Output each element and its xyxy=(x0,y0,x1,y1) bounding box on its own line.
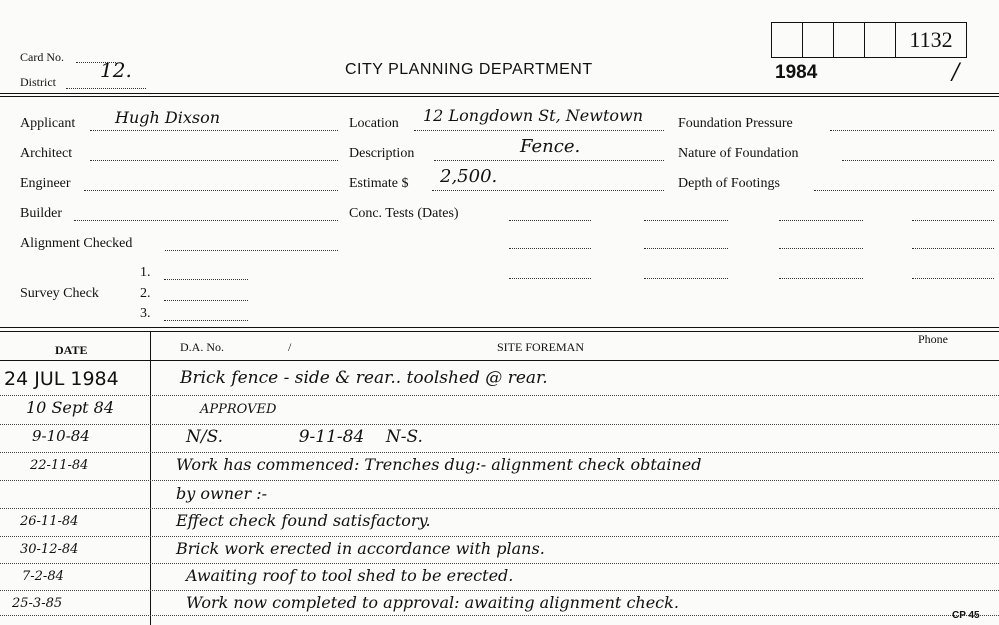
da-no-label: D.A. No. xyxy=(180,340,224,354)
district-field xyxy=(66,88,146,89)
architect-label: Architect xyxy=(20,146,73,161)
entry-date: 10 Sept 84 xyxy=(26,398,114,417)
conc-date-3b xyxy=(644,278,728,279)
entry-date: 25-3-85 xyxy=(12,596,63,611)
conc-date-1d xyxy=(912,220,994,221)
conc-date-3a xyxy=(509,278,591,279)
conc-tests-label: Conc. Tests (Dates) xyxy=(349,206,459,221)
conc-date-1b xyxy=(644,220,728,221)
architect-field xyxy=(90,160,338,161)
location-label: Location xyxy=(349,116,399,131)
entry-date: 22-11-84 xyxy=(30,458,89,473)
depth-footings-label: Depth of Footings xyxy=(678,176,780,191)
conc-date-2a xyxy=(509,248,591,249)
card-no-label: Card No. xyxy=(20,50,64,64)
survey-num-3: 3. xyxy=(140,306,151,321)
nature-foundation-label: Nature of Foundation xyxy=(678,146,799,161)
entry-text: Work now completed to approval: awaiting alignment check. xyxy=(186,593,679,612)
conc-date-3c xyxy=(779,278,863,279)
phone-label: Phone xyxy=(918,332,948,346)
date-header: DATE xyxy=(55,343,88,357)
entry-text: Effect check found satisfactory. xyxy=(176,511,431,530)
divider-top xyxy=(0,93,999,94)
conc-date-2c xyxy=(779,248,863,249)
description-field xyxy=(434,160,664,161)
entry-date: 24 JUL 1984 xyxy=(4,368,119,390)
file-number-boxes xyxy=(771,22,967,58)
conc-date-2b xyxy=(644,248,728,249)
entry-text: Awaiting roof to tool shed to be erected. xyxy=(186,566,514,585)
entry-text: APPROVED xyxy=(200,402,277,417)
entry-date: 9-10-84 xyxy=(32,427,90,445)
estimate-field xyxy=(432,190,664,191)
year: 1984 xyxy=(775,62,818,83)
survey-field-3 xyxy=(164,320,248,321)
survey-label: Survey Check xyxy=(20,286,99,301)
file-number: 1132 xyxy=(895,22,967,58)
date-column-divider xyxy=(150,331,151,625)
applicant-value: Hugh Dixson xyxy=(115,108,221,127)
survey-num-2: 2. xyxy=(140,286,151,301)
location-field xyxy=(414,130,664,131)
department-title: CITY PLANNING DEPARTMENT xyxy=(345,61,593,78)
conc-date-1c xyxy=(779,220,863,221)
entry-date: 7-2-84 xyxy=(22,569,64,584)
conc-date-2d xyxy=(912,248,994,249)
entry-text: by owner :- xyxy=(176,484,267,503)
divider-log xyxy=(0,327,999,328)
alignment-field xyxy=(165,250,338,251)
sub-number: / xyxy=(952,60,960,85)
entry-text: Work has commenced: Trenches dug:- alignment check obtained xyxy=(176,455,702,474)
entry-date: 26-11-84 xyxy=(20,514,79,529)
entry-text: Brick fence - side & rear.. toolshed @ rear. xyxy=(180,368,548,388)
depth-footings-field xyxy=(814,190,994,191)
applicant-field xyxy=(90,130,338,131)
description-label: Description xyxy=(349,146,415,161)
alignment-label: Alignment Checked xyxy=(20,236,133,251)
conc-date-3d xyxy=(912,278,994,279)
da-no-sep: / xyxy=(288,340,292,354)
district-label: District xyxy=(20,75,56,89)
foundation-pressure-label: Foundation Pressure xyxy=(678,116,793,131)
description-value: Fence. xyxy=(520,136,581,157)
builder-field xyxy=(74,220,338,221)
foundation-pressure-field xyxy=(830,130,994,131)
engineer-field xyxy=(84,190,338,191)
survey-num-1: 1. xyxy=(140,265,151,280)
entry-text: N/S. 9-11-84 N-S. xyxy=(186,427,423,447)
survey-field-1 xyxy=(164,279,248,280)
location-value: 12 Longdown St, Newtown xyxy=(423,106,643,125)
estimate-label: Estimate $ xyxy=(349,176,409,191)
applicant-label: Applicant xyxy=(20,116,76,131)
survey-field-2 xyxy=(164,300,248,301)
site-foreman-label: SITE FOREMAN xyxy=(497,340,585,354)
estimate-value: 2,500. xyxy=(440,166,498,187)
entry-text: Brick work erected in accordance with plans. xyxy=(176,539,545,558)
divider-top-2 xyxy=(0,96,999,97)
nature-foundation-field xyxy=(842,160,994,161)
builder-label: Builder xyxy=(20,206,62,221)
form-code: CP 45 xyxy=(952,610,980,621)
conc-date-1a xyxy=(509,220,591,221)
entry-date: 30-12-84 xyxy=(20,542,79,557)
engineer-label: Engineer xyxy=(20,176,71,191)
district-value: 12. xyxy=(100,58,132,82)
